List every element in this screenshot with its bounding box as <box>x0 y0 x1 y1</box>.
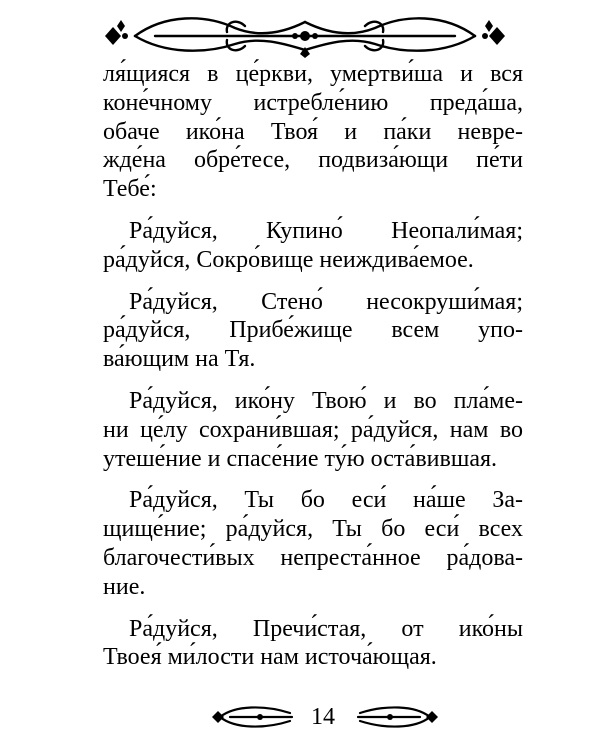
text-line: ра́дуйся, Прибе́жище всем упо- <box>103 317 523 344</box>
text-line: Ра́дуйся, Купино́ Неопали́мая; <box>129 217 523 244</box>
page-footer <box>210 701 440 733</box>
text-line: Ра́дуйся, ико́ну Твою́ и во пла́ме- <box>129 387 523 414</box>
paragraph-rejoice-3 <box>103 387 523 473</box>
text-line: ни це́лу сохрани́вшая; ра́дуйся, нам во <box>103 416 523 443</box>
text-line: утеше́ние и спасе́ние ту́ю оста́вившая. <box>103 445 498 472</box>
paragraph-rejoice-4 <box>103 486 523 601</box>
text-line: ние. <box>103 573 146 600</box>
text-line: ва́ющим на Тя. <box>103 346 256 373</box>
text-line: Твоея́ ми́лости нам источа́ющая. <box>103 644 437 671</box>
text-line: коне́чному истребле́нию преда́ша, <box>103 89 523 116</box>
text-line: благочести́вых непреста́нное ра́дова- <box>103 544 523 571</box>
paragraph-rejoice-5 <box>103 615 523 673</box>
text-line: ра́дуйся, Сокро́вище неиждива́емое. <box>103 246 474 273</box>
floral-header-ornament-icon <box>95 14 515 58</box>
text-line: обаче ико́на Твоя́ и па́ки невре- <box>103 118 523 145</box>
text-line: Ра́дуйся, Ты бо еси́ на́ше За- <box>129 487 523 514</box>
text-line: Тебе́: <box>103 176 157 203</box>
text-line: жде́на обре́тесе, подвиза́ющи пе́ти <box>103 147 523 174</box>
paragraph-kondak-end <box>103 60 523 204</box>
text-line: ля́щияся в це́ркви, умертви́ша и вся <box>103 61 523 87</box>
text-line: Ра́дуйся, Стено́ несокруши́мая; <box>129 288 523 315</box>
page-text <box>103 60 523 685</box>
paragraph-rejoice-1 <box>103 217 523 275</box>
text-line: Ра́дуйся, Пречи́стая, от ико́ны <box>129 615 523 642</box>
text-line: щище́ние; ра́дуйся, Ты бо еси́ всех <box>103 516 523 543</box>
page-number: 14 <box>311 704 335 730</box>
paragraph-rejoice-2 <box>103 288 523 374</box>
